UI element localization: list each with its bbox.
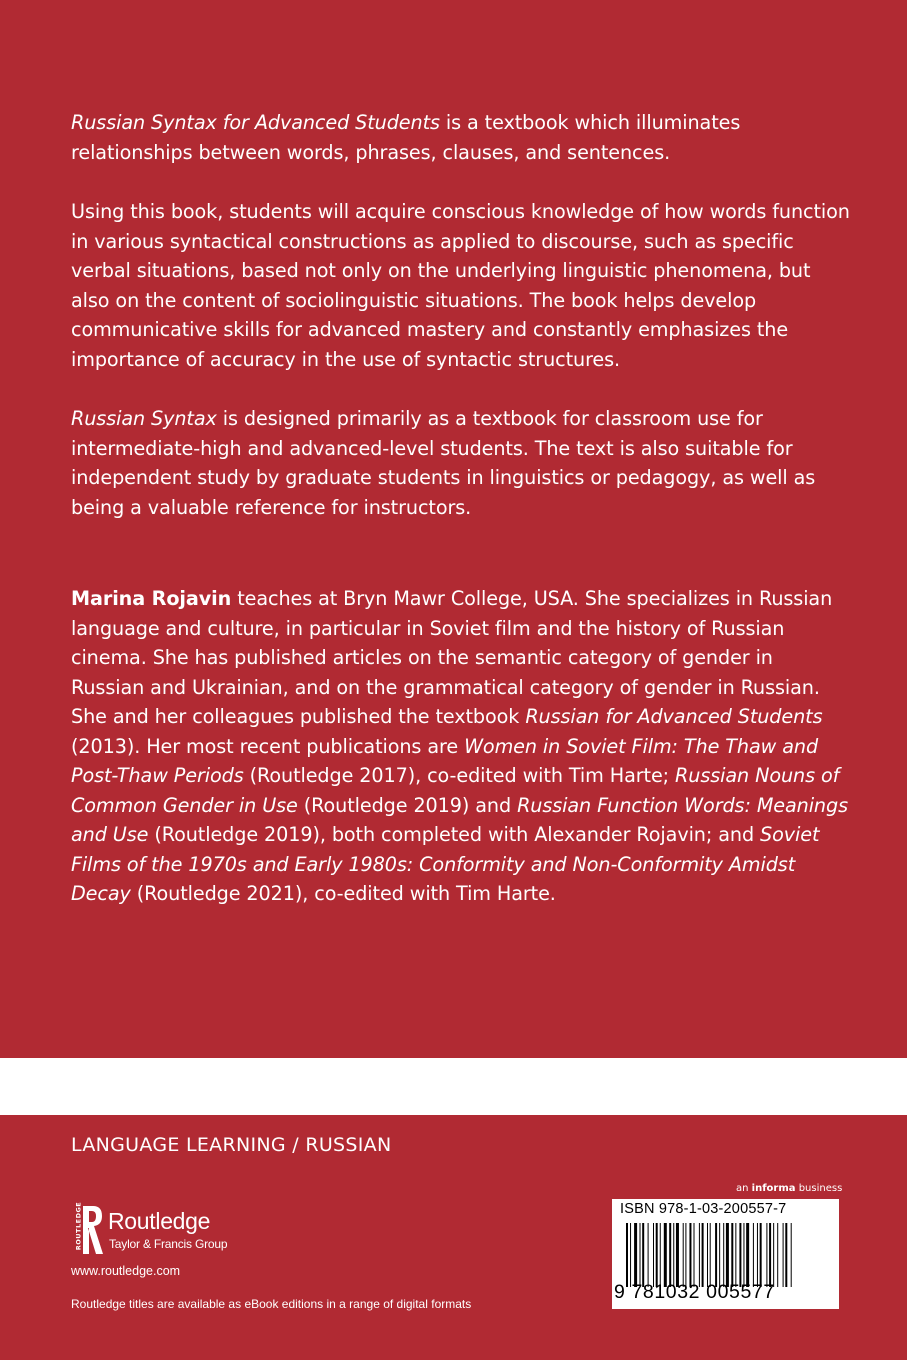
- barcode-bar: [634, 1223, 637, 1287]
- barcode-bar: [746, 1223, 749, 1287]
- isbn-label: ISBN 978-1-03-200557-7: [620, 1201, 787, 1217]
- barcode-bar: [689, 1223, 691, 1287]
- barcode-bar: [660, 1223, 661, 1287]
- author-bio: Marina Rojavin teaches at Bryn Mawr College, USA. She specializes in Russian language and culture, in particular in Soviet film and the history of Russian cinema. She has published articles on the semantic category of gender in Russian and Ukrainian, and on the grammatical category of gender in Russian. She and her colleagues published the textbook Russian for Advanced Students (2013). Her most recent publications are Women in Soviet Film: The Thaw and Post-Thaw Periods (Routledge 2017), co-edited with Tim Harte; Russian Nouns of Common Gender in Use (Routledge 2019) and Russian Function Words: Meanings and Use (Routledge 2019), both completed with Alexander Rojavin; and Soviet Films of the 1970s and Early 1980s: Conformity and Non-Conformity Amidst Decay (Routledge 2021), co-edited with Tim Harte.: [71, 587, 848, 905]
- barcode-bar: [694, 1223, 695, 1287]
- description-block: [71, 108, 851, 939]
- publisher-name: Routledge: [108, 1208, 211, 1234]
- barcode-bar: [699, 1223, 700, 1287]
- barcode-bar: [656, 1223, 658, 1287]
- barcode-bar: [683, 1223, 684, 1287]
- barcode-bar: [777, 1223, 778, 1287]
- barcode-bar: [766, 1223, 767, 1287]
- barcode-bar: [719, 1223, 720, 1287]
- barcode-bar: [791, 1223, 792, 1287]
- barcode-bar: [673, 1223, 674, 1287]
- barcode-bar: [630, 1223, 631, 1287]
- description-paragraph-3: Russian Syntax is designed primarily as a textbook for classroom use for intermediate-high and advanced-level students. The text is also suitable for independent study by graduate students in linguistics or pedagogy, as well as being a valuable reference for instructors.: [71, 407, 816, 519]
- logo-vertical-text: ROUTLEDGE: [74, 1201, 83, 1251]
- routledge-logo: [68, 1201, 288, 1260]
- barcode-bars: [626, 1223, 836, 1287]
- subject-category: LANGUAGE LEARNING / RUSSIAN: [71, 1134, 392, 1156]
- barcode-bar: [735, 1223, 736, 1287]
- barcode-bar: [669, 1223, 671, 1287]
- barcode-bar: [626, 1223, 628, 1287]
- barcode-bar: [726, 1223, 729, 1287]
- barcode-bar: [685, 1223, 686, 1287]
- barcode-bar: [731, 1223, 733, 1287]
- barcode-bar: [769, 1223, 771, 1287]
- author-name: Marina Rojavin: [71, 587, 232, 610]
- barcode-bar: [648, 1223, 649, 1287]
- barcode-bar: [676, 1223, 679, 1287]
- barcode-bar: [757, 1223, 758, 1287]
- barcode-bar: [760, 1223, 762, 1287]
- barcode-bar: [707, 1223, 708, 1287]
- barcode-bar: [743, 1223, 744, 1287]
- barcode-bar: [664, 1223, 667, 1287]
- isbn-barcode: [612, 1199, 839, 1309]
- barcode-bar: [710, 1223, 711, 1287]
- routledge-r-icon: [80, 1204, 104, 1256]
- barcode-bar: [783, 1223, 784, 1287]
- barcode-bar: [702, 1223, 704, 1287]
- barcode-bar: [773, 1223, 774, 1287]
- informa-tagline: an informa business: [736, 1183, 843, 1194]
- description-paragraph-2: Using this book, students will acquire conscious knowledge of how words function in various syntactical constructions as applied to discourse, such as specific verbal situations, based not only on the underlying linguistic phenomena, but also on the content of sociolinguistic situations. The book helps develop communicative skills for advanced mastery and constantly emphasizes the importance of accuracy in the use of syntactic structures.: [71, 200, 850, 371]
- barcode-bar: [723, 1223, 724, 1287]
- publisher-url: www.routledge.com: [71, 1264, 181, 1278]
- barcode-bar: [640, 1223, 641, 1287]
- barcode-bar: [785, 1223, 787, 1287]
- barcode-digits: 9 781032 005577: [614, 1281, 775, 1303]
- barcode-bar: [753, 1223, 754, 1287]
- ebook-note: Routledge titles are available as eBook editions in a range of digital formats: [71, 1297, 472, 1311]
- white-band-divider: [0, 1058, 907, 1115]
- barcode-bar: [642, 1223, 644, 1287]
- publisher-group: Taylor & Francis Group: [109, 1237, 228, 1251]
- description-paragraph-1: Russian Syntax for Advanced Students is a textbook which illuminates relationships between words, phrases, clauses, and sentences.: [71, 111, 741, 164]
- barcode-bar: [715, 1223, 717, 1287]
- barcode-bar: [653, 1223, 654, 1287]
- barcode-bar: [739, 1223, 741, 1287]
